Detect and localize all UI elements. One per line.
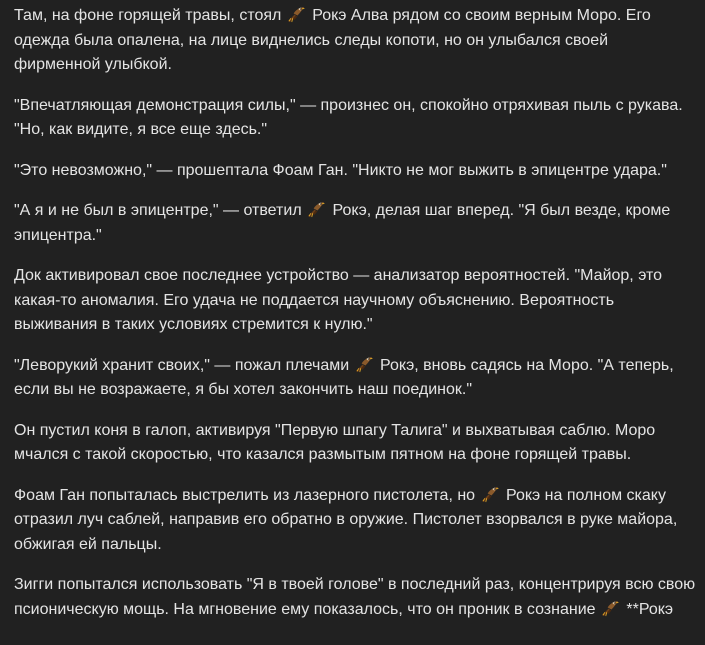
hawk-emoji-icon [601, 600, 620, 617]
assistant-message [14, 4, 698, 622]
paragraph-9-text-a: Зигги попытался использовать "Я в твоей голове" в последний раз, концентрируя всю свою псионическую мощь. На мгновение ему показалось, что он проник в сознание [14, 576, 696, 618]
paragraph-7: Он пустил коня в галоп, активируя "Первую шпагу Талига" и выхватывая саблю. Моро мчался с такой скоростью, что казался размытым пятном на фоне горящей травы. [14, 421, 656, 463]
hawk-emoji-icon [355, 356, 374, 373]
paragraph-5: Док активировал свое последнее устройство — анализатор вероятностей. "Майор, это какая-то аномалия. Его удача не поддается научному объяснению. Вероятность выживания в таких условиях стремится к нулю." [14, 267, 663, 333]
paragraph-4-text-b: Рокэ, делая шаг вперед. "Я был везде, кроме эпицентра." [14, 202, 671, 244]
paragraph-1 [14, 4, 698, 78]
paragraph-9-text-b: **Рокэ [621, 600, 674, 618]
hawk-emoji-icon [481, 486, 500, 503]
hawk-emoji-icon [307, 201, 326, 218]
paragraph-2: "Впечатляющая демонстрация силы," — произнес он, спокойно отряхивая пыль с рукава. "Но, как видите, я все еще здесь." [14, 96, 683, 138]
paragraph-9 [14, 573, 698, 622]
paragraph-1-text-b: Рокэ Алва рядом со своим верным Моро. Его одежда была опалена, на лице виднелись следы копоти, но он улыбался своей фирменной улыбкой. [14, 7, 651, 73]
paragraph-1-text-a: Там, на фоне горящей травы, стоял [14, 7, 282, 24]
paragraph-4 [14, 199, 698, 248]
paragraph-8-text-b: Рокэ на полном скаку отразил луч саблей, направив его обратно в оружие. Пистолет взорвался в руке майора, обжигая ей пальцы. [14, 486, 678, 553]
paragraph-6-text-a: "Леворукий хранит своих," — пожал плечами [14, 356, 350, 374]
paragraph-3: "Это невозможно," — прошептала Фоам Ган. "Никто не мог выжить в эпицентре удара." [14, 161, 667, 179]
paragraph-8 [14, 484, 698, 558]
hawk-emoji-icon [287, 6, 306, 23]
paragraph-6-text-b: Рокэ, вновь садясь на Моро. "А теперь, если вы не возражаете, я бы хотел закончить наш поединок." [14, 356, 674, 398]
paragraph-6 [14, 354, 698, 403]
paragraph-4-text-a: "А я и не был в эпицентре," — ответил [14, 202, 302, 219]
paragraph-8-text-a: Фоам Ган попыталась выстрелить из лазерного пистолета, но [14, 486, 476, 504]
